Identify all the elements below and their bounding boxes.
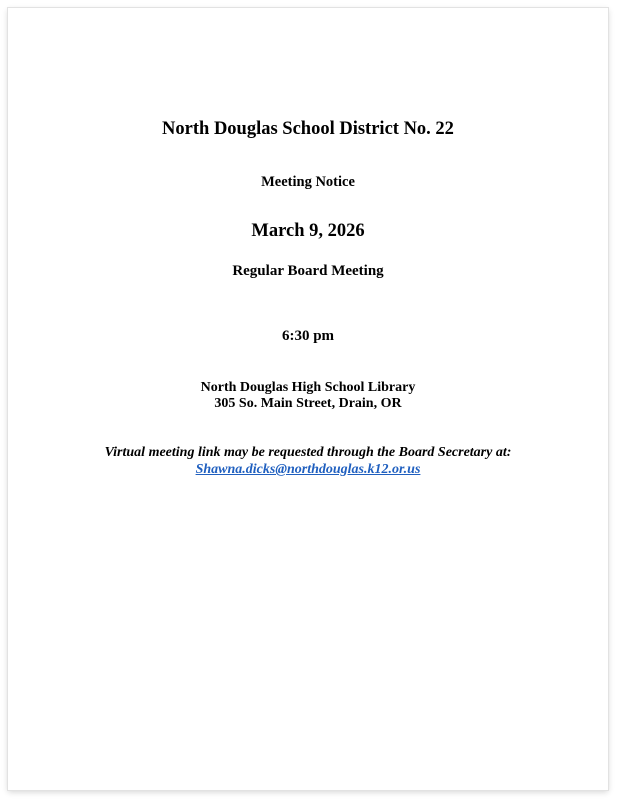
contact-email-link[interactable]: Shawna.dicks@northdouglas.k12.or.us (195, 462, 421, 477)
virtual-meeting-note: Virtual meeting link may be requested through the Board Secretary at: (104, 445, 512, 460)
location-address: 305 So. Main Street, Drain, OR (214, 396, 402, 411)
location-name: North Douglas High School Library (200, 380, 416, 395)
district-name: North Douglas School District No. 22 (162, 119, 454, 139)
document-page (8, 8, 608, 790)
meeting-date: March 9, 2026 (251, 221, 365, 241)
email-line (8, 463, 608, 477)
meeting-time: 6:30 pm (281, 328, 335, 344)
meeting-type: Regular Board Meeting (232, 263, 384, 279)
notice-title: Meeting Notice (261, 174, 355, 190)
